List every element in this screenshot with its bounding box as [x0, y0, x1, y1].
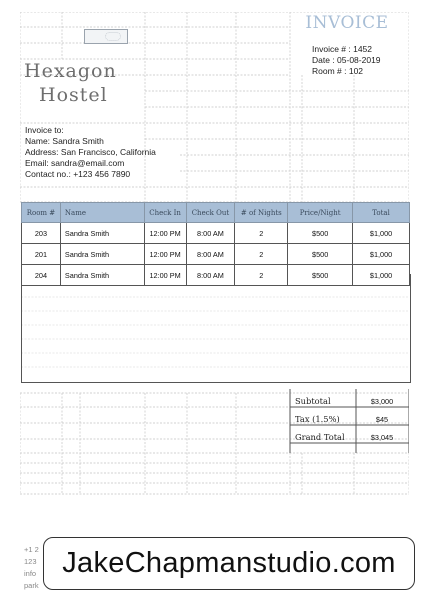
cell-room: 204: [22, 265, 61, 286]
bill-to-contact: Contact no.: +123 456 7890: [25, 169, 131, 179]
cell-name: Sandra Smith: [60, 223, 144, 244]
footer-address: 123: [24, 557, 37, 566]
column-header: Total: [353, 203, 410, 223]
cell-room: 201: [22, 244, 61, 265]
table-row: [22, 244, 410, 265]
cell-check-out: 8:00 AM: [186, 244, 235, 265]
subtotal-label: Subtotal: [295, 396, 331, 406]
watermark-banner: JakeChapmanstudio.com: [43, 537, 415, 590]
cell-total: $1,000: [353, 244, 410, 265]
tax-label: Tax (1.5%): [295, 414, 340, 424]
cell-price: $500: [288, 223, 353, 244]
column-header: Name: [60, 203, 144, 223]
grand-total-value: $3,045: [370, 433, 394, 442]
bill-to-heading: Invoice to:: [25, 125, 64, 135]
footer-email: info: [24, 569, 37, 578]
cell-price: $500: [288, 244, 353, 265]
column-header: # of Nights: [235, 203, 288, 223]
table-header-row: [22, 203, 410, 223]
cell-name: Sandra Smith: [60, 244, 144, 265]
grand-total-label: Grand Total: [295, 432, 345, 442]
cell-check-out: 8:00 AM: [186, 265, 235, 286]
invoice-date: Date : 05-08-2019: [312, 55, 381, 65]
brand-name-line2: Hostel: [39, 84, 108, 106]
column-header: Check In: [144, 203, 186, 223]
room-number: Room # : 102: [312, 66, 364, 76]
cell-price: $500: [288, 265, 353, 286]
empty-rows-area: [21, 274, 411, 383]
footer-phone: +1 2: [24, 545, 39, 554]
cell-check-in: 12:00 PM: [144, 265, 186, 286]
invoice-title: INVOICE: [305, 13, 389, 33]
logo-placeholder: [84, 29, 128, 44]
footer-website: park: [24, 581, 39, 590]
cell-check-out: 8:00 AM: [186, 223, 235, 244]
tax-value: $45: [375, 415, 389, 424]
cell-nights: 2: [235, 223, 288, 244]
image-icon: [105, 32, 121, 41]
column-header: Room #: [22, 203, 61, 223]
bill-to-address: Address: San Francisco, California: [25, 147, 156, 157]
cell-check-in: 12:00 PM: [144, 223, 186, 244]
cell-nights: 2: [235, 265, 288, 286]
table-row: [22, 223, 410, 244]
cell-name: Sandra Smith: [60, 265, 144, 286]
bill-to-email: Email: sandra@email.com: [25, 158, 125, 168]
column-header: Price/Night: [288, 203, 353, 223]
column-header: Check Out: [186, 203, 235, 223]
subtotal-value: $3,000: [370, 397, 394, 406]
cell-check-in: 12:00 PM: [144, 244, 186, 265]
cell-nights: 2: [235, 244, 288, 265]
invoice-number: Invoice # : 1452: [312, 44, 373, 54]
cell-room: 203: [22, 223, 61, 244]
brand-name-line1: Hexagon: [24, 60, 117, 82]
cell-total: $1,000: [353, 223, 410, 244]
bill-to-name: Name: Sandra Smith: [25, 136, 104, 146]
cell-total: $1,000: [353, 265, 410, 286]
